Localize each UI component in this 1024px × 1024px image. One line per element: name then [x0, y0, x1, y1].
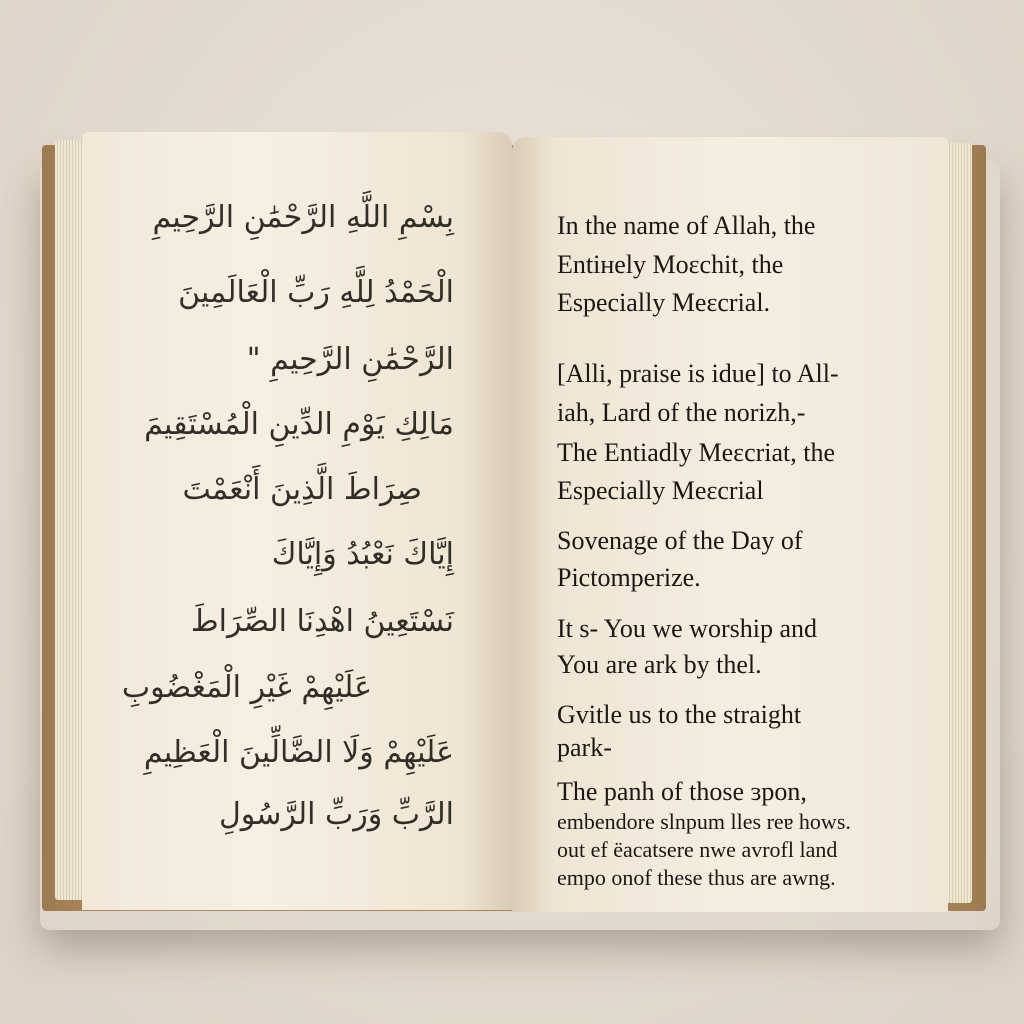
- text-line: The Entiadly Meɛcriat, the: [557, 438, 836, 467]
- arabic-line: الرَّحْمَٰنِ الرَّحِيمِ ": [246, 342, 454, 377]
- left-page-arabic: [82, 132, 512, 910]
- text-line: out ef ёacatsere nwe avrofl land: [557, 837, 838, 862]
- text-line: Pictomperize.: [557, 563, 701, 592]
- right-page-english: [512, 137, 948, 912]
- text-line: iah, Lard of the norizh,-: [557, 398, 806, 427]
- text-line: park-: [557, 733, 612, 762]
- arabic-line: الْحَمْدُ لِلَّهِ رَبِّ الْعَالَمِينَ: [178, 275, 454, 310]
- text-line: Sovenage of the Day of: [557, 526, 803, 555]
- arabic-line: صِرَاطَ الَّذِينَ أَنْعَمْتَ: [182, 472, 422, 507]
- text-line: Entiнely Moɛchit, the: [557, 250, 784, 279]
- text-line: Especially Meɛcrial: [557, 476, 764, 505]
- text-line: empo onof these thus are awng.: [557, 865, 836, 890]
- arabic-line: الرَّبِّ وَرَبِّ الرَّسُولِ: [218, 797, 454, 832]
- arabic-line: عَلَيْهِمْ وَلَا الضَّالِّينَ الْعَظِيمِ: [143, 735, 454, 770]
- text-line: It s- You we worship and: [557, 614, 817, 643]
- text-line: Especially Meɛcrial.: [557, 288, 771, 317]
- arabic-line: إِيَّاكَ نَعْبُدُ وَإِيَّاكَ: [271, 537, 454, 572]
- text-line: Gvitle us to the straight: [557, 700, 802, 729]
- arabic-line: عَلَيْهِمْ غَيْرِ الْمَغْضُوبِ: [121, 670, 372, 705]
- arabic-line: نَسْتَعِينُ اهْدِنَا الصِّرَاطَ: [190, 604, 454, 639]
- arabic-line: مَالِكِ يَوْمِ الدِّينِ الْمُسْتَقِيمَ: [144, 407, 454, 442]
- text-line: The panh of those ɜpon,: [557, 777, 807, 806]
- text-line: [Alli, praise is idue] to All-: [557, 359, 839, 388]
- arabic-line: بِسْمِ اللَّهِ الرَّحْمَٰنِ الرَّحِيمِ: [152, 200, 454, 235]
- text-line: In the name of Allah, the: [557, 211, 816, 240]
- text-line: You are ark by thel.: [557, 650, 762, 679]
- text-line: embendore slnpum lles reɐ hows.: [557, 809, 851, 834]
